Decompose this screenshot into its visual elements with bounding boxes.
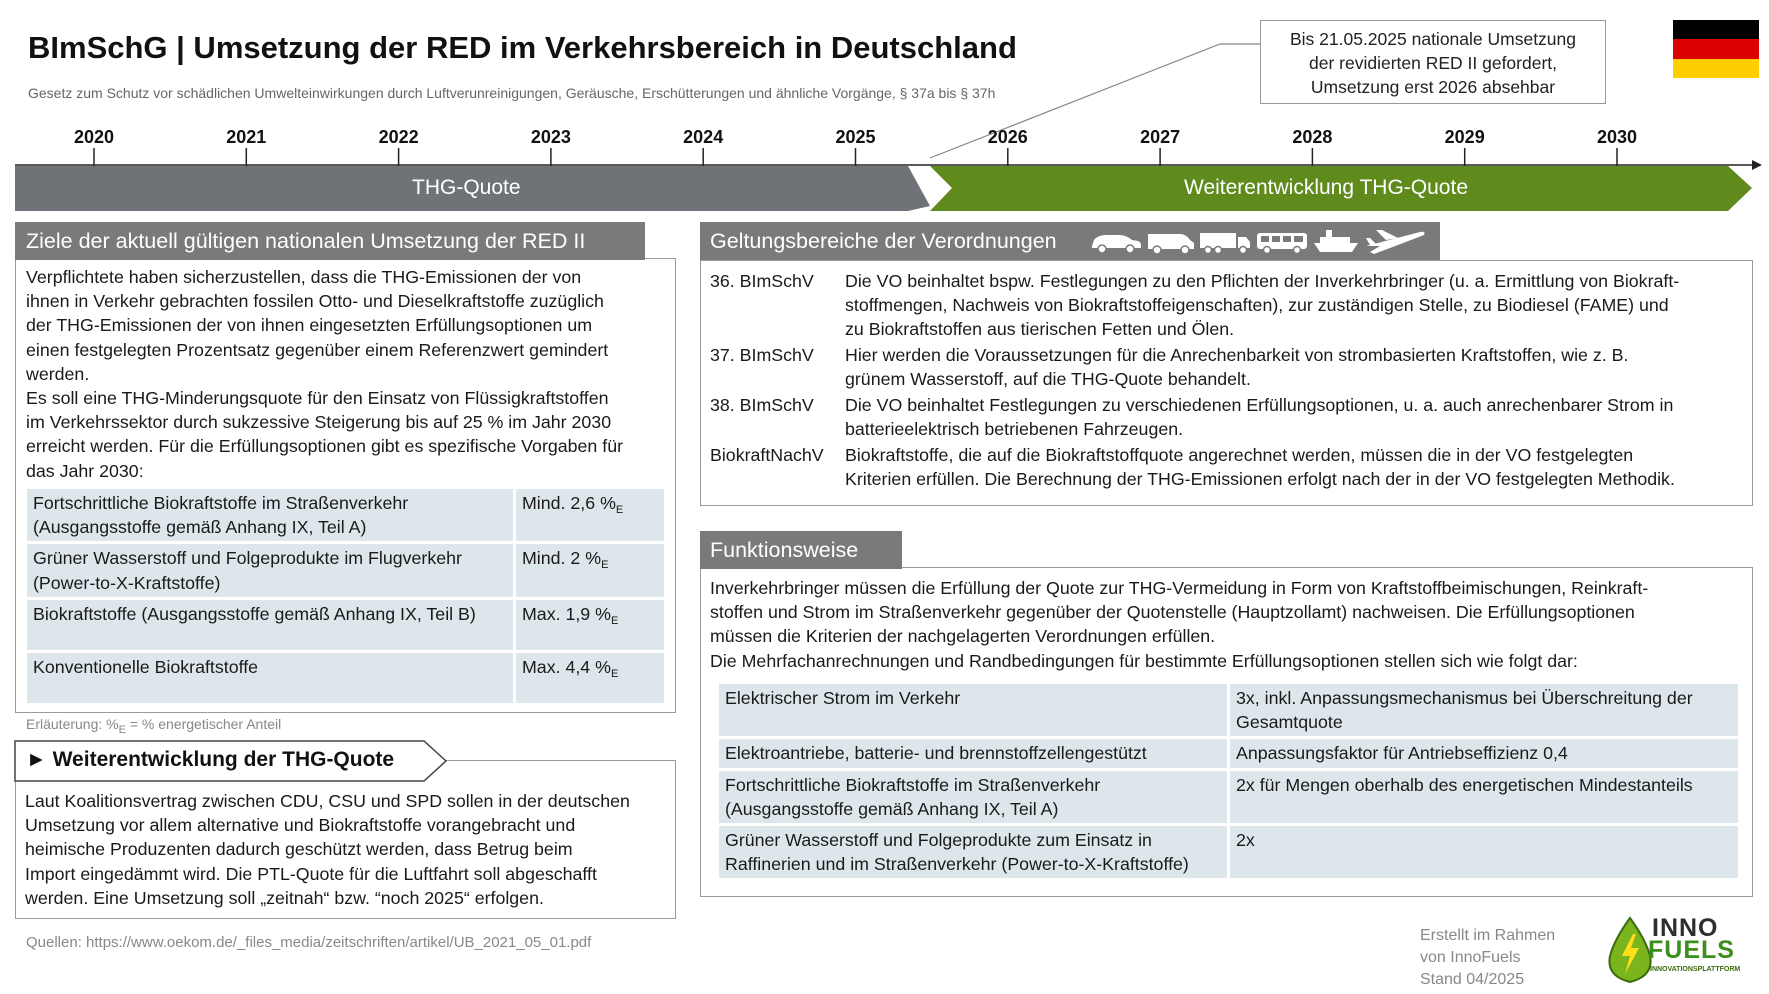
unit-sub: E (610, 614, 619, 627)
year-label: 2020 (73, 127, 115, 147)
credit-line: Erstellt im Rahmen (1420, 927, 1556, 944)
year-label: 2024 (683, 127, 724, 147)
innofuels-logo (1606, 916, 1746, 984)
option-line: (Ausgangsstoffe gemäß Anhang IX, Teil A) (33, 517, 367, 538)
flag-stripe-gold (1673, 59, 1759, 78)
logo-tagline: INNOVATIONSPLATTFORM (1650, 966, 1741, 973)
weiterentwicklung-text (25, 789, 630, 910)
text-line: Die Mehrfachanrechnungen und Randbedingungen für bestimmte Erfüllungsoptionen stellen sich wie folgt dar: (710, 650, 1578, 671)
table-row (27, 600, 664, 650)
text-line: Verpflichtete haben sicherzustellen, dass die THG-Emissionen der von (26, 267, 582, 287)
page-subtitle: Gesetz zum Schutz vor schädlichen Umwelteinwirkungen durch Luftverunreinigungen, Geräusche, Erschütterungen und ähnliche Vorgänge, § 37a bis § 37h (28, 85, 996, 101)
vo-name: 37. BImSchV (710, 345, 814, 365)
table-row (719, 771, 1738, 823)
text-line: Die VO beinhaltet Festlegungen zu verschiedenen Erfüllungsoptionen, u. a. auch anrechenbarer Strom in (845, 395, 1674, 415)
value-line: 2x (1236, 830, 1255, 851)
value-cell (1230, 771, 1738, 823)
value-text: Mind. 2,6 % (522, 493, 616, 513)
text-line: Inverkehrbringer müssen die Erfüllung der Quote zur THG-Vermeidung in Form von Kraftstoffbeimischungen, Reinkraft- (710, 578, 1649, 598)
text-line: Kriterien erfüllen. Die Berechnung der THG-Emissionen erfolgt nach der in der VO festgelegten Methodik. (845, 469, 1675, 490)
option-cell (719, 771, 1227, 823)
option-line: Grüner Wasserstoff und Folgeprodukte zum Einsatz in (725, 830, 1152, 851)
value-line: 3x, inkl. Anpassungsmechanismus bei Überschreitung der (1236, 688, 1693, 708)
value-text: Mind. 2 % (522, 548, 602, 569)
timeline-arrow-icon (1752, 160, 1762, 170)
value-cell (516, 489, 664, 541)
unit-sub: E (615, 504, 624, 516)
option-cell (719, 826, 1227, 878)
truck-icon (1200, 233, 1250, 254)
option-line: Elektrischer Strom im Verkehr (725, 688, 961, 708)
option-cell (719, 739, 1227, 767)
text-line: der THG-Emissionen der von ihnen eingesetzten Erfüllungsoptionen um (26, 315, 593, 336)
funktion-text (710, 576, 1648, 673)
vo-description (845, 343, 1628, 391)
phase-label-weiterentwicklung: Weiterentwicklung THG-Quote (1184, 176, 1469, 199)
option-cell (27, 653, 513, 703)
vo-description (845, 269, 1679, 342)
value-cell (516, 544, 664, 596)
year-label: 2023 (530, 127, 571, 147)
vehicle-icons (1090, 226, 1430, 256)
option-cell (27, 600, 513, 650)
flag-stripe-black (1673, 20, 1759, 39)
text-line: ihnen in Verkehr gebrachten fossilen Otto- und Dieselkraftstoffe zuzüglich (26, 291, 604, 312)
option-line: Biokraftstoffe (Ausgangsstoffe gemäß Anhang IX, Teil B) (33, 603, 476, 624)
text-line: zu Biokraftstoffen aus tierischen Fetten und Ölen. (845, 319, 1235, 340)
note-text: = % energetischer Anteil (125, 716, 282, 732)
sources-link[interactable]: Quellen: https://www.oekom.de/_files_media/zeitschriften/artikel/UB_2021_05_01.pdf (26, 934, 592, 951)
option-line: (Ausgangsstoffe gemäß Anhang IX, Teil A) (725, 798, 1059, 819)
car-icon (1092, 235, 1141, 253)
value-cell (1230, 684, 1738, 736)
option-line: Grüner Wasserstoff und Folgeprodukte im Flugverkehr (33, 548, 462, 569)
weiterentwicklung-heading: ► Weiterentwicklung der THG-Quote (26, 748, 395, 771)
phase-label-thg-quote: THG-Quote (412, 176, 521, 199)
vo-description (845, 393, 1673, 441)
callout-line: der revidierten RED II gefordert, (1308, 53, 1558, 73)
text-line: Laut Koalitionsvertrag zwischen CDU, CSU und SPD sollen in der deutschen (25, 791, 630, 811)
credit-line: von InnoFuels (1420, 949, 1521, 966)
value-text: Max. 4,4 % (522, 656, 611, 677)
text-line: werden. Eine Umsetzung soll „zeitnah“ bzw. “noch 2025“ erfolgen. (25, 887, 544, 908)
year-label: 2022 (378, 127, 419, 147)
option-line: Raffinerien und im Straßenverkehr (Power-to-X-Kraftstoffe) (725, 854, 1189, 875)
text-line: Hier werden die Voraussetzungen für die Anrechenbarkeit von strombasierten Kraftstoffen, wie z. B. (845, 345, 1629, 365)
flag-stripe-red (1673, 39, 1759, 58)
value-text: Max. 1,9 % (522, 603, 611, 624)
unit-sub: E (610, 667, 619, 680)
value-cell (516, 600, 664, 650)
logo-text-inno: INNO (1652, 914, 1719, 942)
text-line: im Verkehrssektor durch sukzessive Steigerung bis auf 25 % im Jahr 2030 (26, 412, 612, 433)
logo-text-fuels: FUELS (1648, 936, 1735, 964)
table-row (27, 489, 664, 541)
value-cell (516, 653, 664, 703)
year-label: 2029 (1444, 127, 1485, 147)
note-text: Erläuterung: % (26, 716, 119, 732)
callout-line: Bis 21.05.2025 nationale Umsetzung (1289, 29, 1577, 49)
value-cell (1230, 826, 1738, 878)
year-label: 2026 (987, 127, 1028, 147)
ziele-footnote (26, 716, 282, 736)
ziele-table (24, 486, 667, 706)
van-icon (1148, 234, 1194, 254)
ziele-text (26, 265, 623, 483)
text-line: Umsetzung vor allem alternative und Biokraftstoffe vorangebracht und (25, 815, 576, 836)
german-flag-icon (1673, 20, 1759, 78)
geltung-heading-text: Geltungsbereiche der Verordnungen (710, 229, 1057, 253)
table-row (719, 826, 1738, 878)
year-ticks (94, 148, 1617, 166)
option-line: Fortschrittliche Biokraftstoffe im Straßenverkehr (33, 493, 409, 513)
text-line: werden. (26, 363, 90, 384)
value-cell (1230, 739, 1738, 767)
page-title: BImSchG | Umsetzung der RED im Verkehrsbereich in Deutschland (28, 30, 1017, 65)
credit-text (1420, 925, 1555, 991)
option-cell (719, 684, 1227, 736)
option-cell (27, 544, 513, 596)
vo-name: 36. BImSchV (710, 271, 814, 291)
option-line: (Power-to-X-Kraftstoffe) (33, 572, 221, 593)
year-label: 2027 (1140, 127, 1181, 147)
table-row (27, 653, 664, 703)
year-label: 2030 (1596, 127, 1638, 147)
value-line: 2x für Mengen oberhalb des energetischen Mindestanteils (1236, 774, 1693, 795)
note-sub: E (118, 724, 126, 736)
year-label: 2025 (835, 127, 876, 147)
option-line: Konventionelle Biokraftstoffe (33, 656, 259, 677)
table-row (719, 684, 1738, 736)
year-label: 2021 (226, 127, 267, 147)
text-line: müssen die Kriterien der nachgelagerten Verordnungen erfüllen. (710, 626, 1216, 647)
ziele-heading: Ziele der aktuell gültigen nationalen Umsetzung der RED II (15, 222, 645, 260)
vo-name: 38. BImSchV (710, 395, 814, 415)
funktion-table (716, 681, 1741, 881)
text-line: Es soll eine THG-Minderungsquote für den Einsatz von Flüssigkraftstoffen (26, 388, 609, 409)
ship-icon (1314, 230, 1358, 252)
value-line: Anpassungsfaktor für Antriebseffizienz 0,4 (1236, 743, 1568, 764)
vo-name: BiokraftNachV (710, 445, 824, 465)
credit-line: Stand 04/2025 (1420, 971, 1525, 988)
bus-icon (1257, 233, 1307, 254)
fuel-drop-icon (1606, 916, 1654, 984)
table-row (719, 739, 1738, 767)
value-line: Gesamtquote (1236, 712, 1343, 733)
text-line: das Jahr 2030: (26, 460, 144, 481)
text-line: Biokraftstoffe, die auf die Biokraftstoffquote angerechnet werden, müssen die in der VO festgelegten (845, 445, 1634, 465)
text-line: batterieelektrisch betriebenen Fahrzeugen. (845, 419, 1184, 440)
text-line: grünem Wasserstoff, auf die THG-Quote behandelt. (845, 369, 1251, 390)
text-line: Import eingedämmt wird. Die PTL-Quote für die Luftfahrt soll abgeschafft (25, 863, 597, 884)
text-line: erreicht werden. Für die Erfüllungsoptionen gibt es spezifische Vorgaben für (26, 436, 623, 457)
option-line: Elektroantriebe, batterie- und brennstoffzellengestützt (725, 743, 1147, 764)
year-label: 2028 (1292, 127, 1333, 147)
deadline-callout (1260, 20, 1606, 104)
funktion-heading: Funktionsweise (700, 531, 902, 569)
option-line: Fortschrittliche Biokraftstoffe im Straßenverkehr (725, 774, 1101, 795)
plane-icon (1366, 230, 1425, 254)
callout-line: Umsetzung erst 2026 absehbar (1310, 77, 1556, 97)
text-line: heimische Produzenten dadurch geschützt werden, dass Betrug beim (25, 839, 573, 860)
text-line: stoffen und Strom im Straßenverkehr gegenüber der Quotenstelle (Hauptzollamt) nachweisen. Die Erfüllungsoptionen (710, 602, 1635, 623)
vo-description (845, 443, 1675, 491)
option-cell (27, 489, 513, 541)
text-line: Die VO beinhaltet bspw. Festlegungen zu den Pflichten der Inverkehrbringer (u. a. Ermittlung von Biokraft- (845, 271, 1680, 291)
unit-sub: E (601, 559, 609, 572)
table-row (27, 544, 664, 596)
text-line: stoffmengen, Nachweis von Biokraftstoffeigenschaften), zur zuständigen Stelle, zu Biodiesel (FAME) und (845, 295, 1669, 316)
text-line: einen festgelegten Prozentsatz gegenüber einem Referenzwert gemindert (26, 339, 609, 360)
